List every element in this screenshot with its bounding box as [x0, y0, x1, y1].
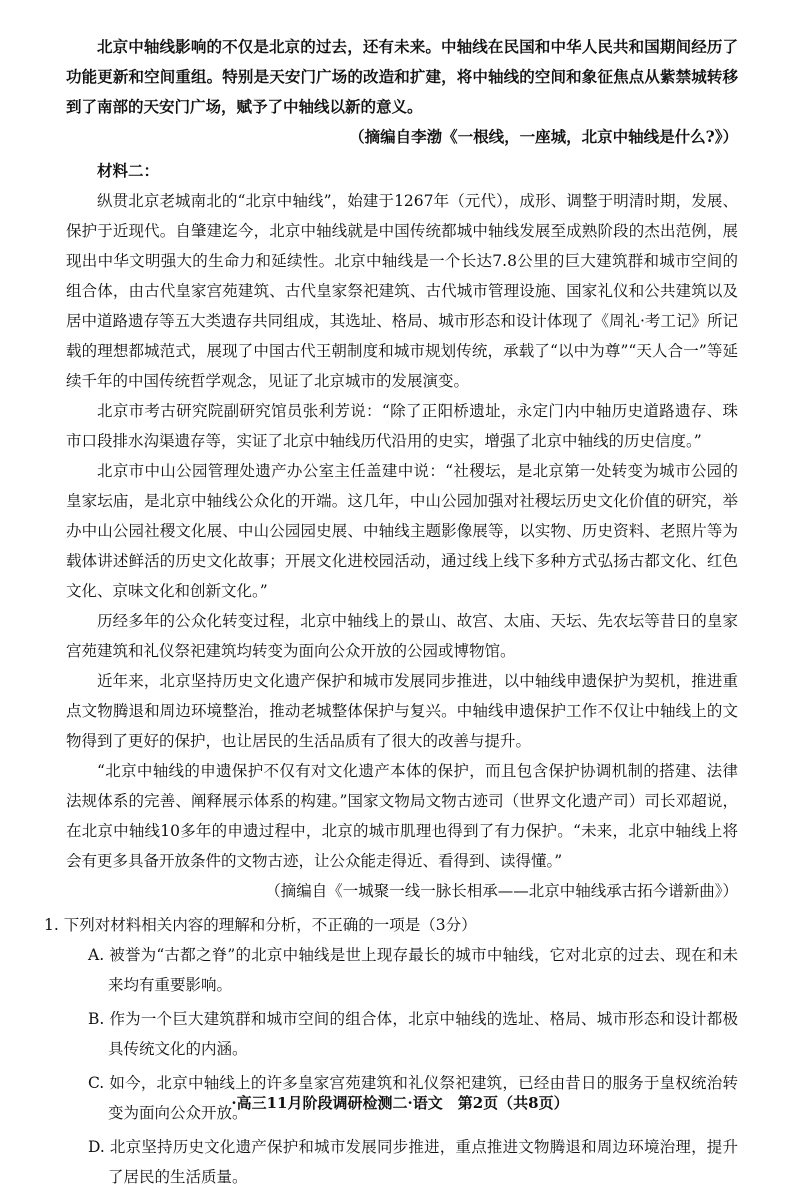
material2-paragraph-6: “北京中轴线的申遗保护不仅有对文化遗产本体的保护，而且包含保护协调机制的搭建、法律法规体系的完善、阐释展示体系的构建。”国家文物局文物古迹司（世界文化遗产司）司长邓超说，在北京中轴线10多年的申遗过程中，北京的城市肌理也得到了有力保护。“未来，北京中轴线上将会有更多具备开放条件的文物古迹，让公众能走得近、看得到、读得懂。”: [66, 762, 738, 870]
material2-source: （摘编自《一城聚一线一脉长相承——北京中轴线承古拓今谱新曲》）: [265, 882, 738, 900]
page-footer: ·高三11月阶段调研检测二·语文 第2页（共8页）: [231, 1094, 569, 1112]
material2-paragraph-4: 历经多年的公众化转变过程，北京中轴线上的景山、故宫、太庙、天坛、先农坛等昔日的皇家宫苑建筑和礼仪祭祀建筑均转变为面向公众开放的公园或博物馆。: [66, 612, 738, 660]
question-1-option-b: B. 作为一个巨大建筑群和城市空间的组合体，北京中轴线的选址、格局、城市形态和设计都极具传统文化的内涵。: [88, 1010, 738, 1058]
question-1-option-a: A. 被誉为“古都之脊”的北京中轴线是世上现存最长的城市中轴线，它对北京的过去、现在和未来均有重要影响。: [88, 946, 738, 994]
question-1-option-c: C. 如今，北京中轴线上的许多皇家宫苑建筑和礼仪祭祀建筑，已经由昔日的服务于皇权统治转变为面向公众开放。: [88, 1074, 738, 1122]
material2-paragraph-1: 纵贯北京老城南北的“北京中轴线”，始建于1267年（元代），成形、调整于明清时期，发展、保护于近现代。自肇建迄今，北京中轴线就是中国传统都城中轴线发展至成熟阶段的杰出范例，展现出中华文明强大的生命力和延续性。北京中轴线是一个长达7.8公里的巨大建筑群和城市空间的组合体，由古代皇家宫苑建筑、古代皇家祭祀建筑、古代城市管理设施、国家礼仪和公共建筑以及居中道路遗存等五大类遗存共同组成，其选址、格局、城市形态和设计体现了《周礼·考工记》所记载的理想都城范式，展现了中国古代王朝制度和城市规划传统，承载了“以中为尊”“天人合一”等延续千年的中国传统哲学观念，见证了北京城市的发展演变。: [66, 192, 738, 390]
material1-paragraph: 北京中轴线影响的不仅是北京的过去，还有未来。中轴线在民国和中华人民共和国期间经历了功能更新和空间重组。特别是天安门广场的改造和扩建，将中轴线的空间和象征焦点从紫禁城转移到了南部的天安门广场，赋予了中轴线以新的意义。: [66, 37, 738, 116]
material2-paragraph-5: 近年来，北京坚持历史文化遗产保护和城市发展同步推进，以中轴线申遗保护为契机，推进重点文物腾退和周边环境整治，推动老城整体保护与复兴。中轴线申遗保护工作不仅让中轴线上的文物得到了更好的保护，也让居民的生活品质有了很大的改善与提升。: [66, 672, 738, 750]
material2-heading: 材料二：: [97, 161, 160, 180]
material2-paragraph-3: 北京市中山公园管理处遗产办公室主任盖建中说：“社稷坛，是北京第一处转变为城市公园的皇家坛庙，是北京中轴线公众化的开端。这几年，中山公园加强对社稷坛历史文化价值的研究，举办中山公园社稷文化展、中山公园园史展、中轴线主题影像展等，以实物、历史资料、老照片等为载体讲述鲜活的历史文化故事；开展文化进校园活动，通过线上线下多种方式弘扬古都文化、红色文化、京味文化和创新文化。”: [66, 462, 738, 600]
question-1-option-d: D. 北京坚持历史文化遗产保护和城市发展同步推进，重点推进文物腾退和周边环境治理，提升了居民的生活质量。: [88, 1138, 738, 1186]
material2-paragraph-2: 北京市考古研究院副研究馆员张利芳说：“除了正阳桥遗址，永定门内中轴历史道路遗存、珠市口段排水沟渠遗存等，实证了北京中轴线历代沿用的史实，增强了北京中轴线的历史信度。”: [66, 402, 738, 450]
question-1-stem: 1. 下列对材料相关内容的理解和分析，不正确的一项是（3分）: [44, 916, 477, 934]
material1-source: （摘编自李渤《一根线，一座城，北京中轴线是什么?》）: [349, 127, 738, 146]
